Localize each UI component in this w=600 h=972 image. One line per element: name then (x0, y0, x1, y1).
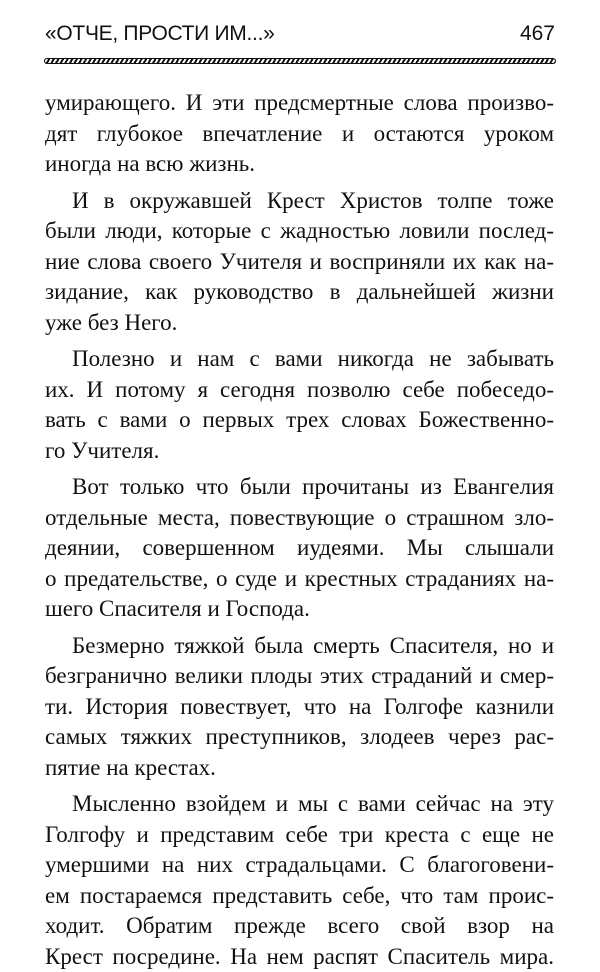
text-line: умершими на них страдальцами. С благоговени- (45, 850, 554, 881)
text-line: Полезно и нам с вами никогда не забывать (45, 344, 554, 375)
text-line: умирающего. И эти предсмертные слова произво- (45, 88, 554, 119)
paragraph (45, 789, 554, 972)
text-line: шего Спасителя и Господа. (45, 594, 554, 625)
text-line: дят глубокое впечатление и остаются уроком (45, 119, 554, 150)
text-line: о предательстве, о суде и крестных страданиях на- (45, 564, 554, 595)
text-line: иногда на всю жизнь. (45, 149, 554, 180)
text-line: безгранично велики плоды этих страданий и смер- (45, 661, 554, 692)
text-line: Крест посредине. На нем распят Спаситель мира. (45, 942, 554, 972)
text-line: го Учителя. (45, 436, 554, 467)
text-line: вать с вами о первых трех словах Божественно- (45, 405, 554, 436)
text-line: Безмерно тяжкой была смерть Спасителя, но и (45, 631, 554, 662)
running-header (45, 22, 555, 52)
text-line: Мысленно взойдем и мы с вами сейчас на эту (45, 789, 554, 820)
paragraph (45, 472, 554, 625)
text-line: Голгофу и представим себе три креста с еще не (45, 820, 554, 851)
page-body (45, 88, 554, 972)
text-line: ем постараемся представить себе, что там проис- (45, 881, 554, 912)
text-line: ти. История повествует, что на Голгофе казнили (45, 692, 554, 723)
rope-divider (44, 58, 556, 64)
paragraph (45, 344, 554, 466)
running-title: «ОТЧЕ, ПРОСТИ ИМ...» (45, 22, 274, 46)
text-line: зидание, как руководство в дальнейшей жизни (45, 277, 554, 308)
text-line: отдельные места, повествующие о страшном зло- (45, 503, 554, 534)
paragraph (45, 186, 554, 339)
text-line: Вот только что были прочитаны из Евангелия (45, 472, 554, 503)
text-line: пятие на крестах. (45, 753, 554, 784)
text-line: деянии, совершенном иудеями. Мы слышали (45, 533, 554, 564)
text-line: ходит. Обратим прежде всего свой взор на (45, 911, 554, 942)
text-line: И в окружавшей Крест Христов толпе тоже (45, 186, 554, 217)
paragraph (45, 88, 554, 180)
text-line: ние слова своего Учителя и восприняли их как на- (45, 247, 554, 278)
text-line: были люди, которые с жадностью ловили послед- (45, 216, 554, 247)
text-line: их. И потому я сегодня позволю себе побеседо- (45, 375, 554, 406)
text-line: уже без Него. (45, 308, 554, 339)
paragraph (45, 631, 554, 784)
page-number: 467 (520, 22, 555, 46)
text-line: самых тяжких преступников, злодеев через рас- (45, 722, 554, 753)
